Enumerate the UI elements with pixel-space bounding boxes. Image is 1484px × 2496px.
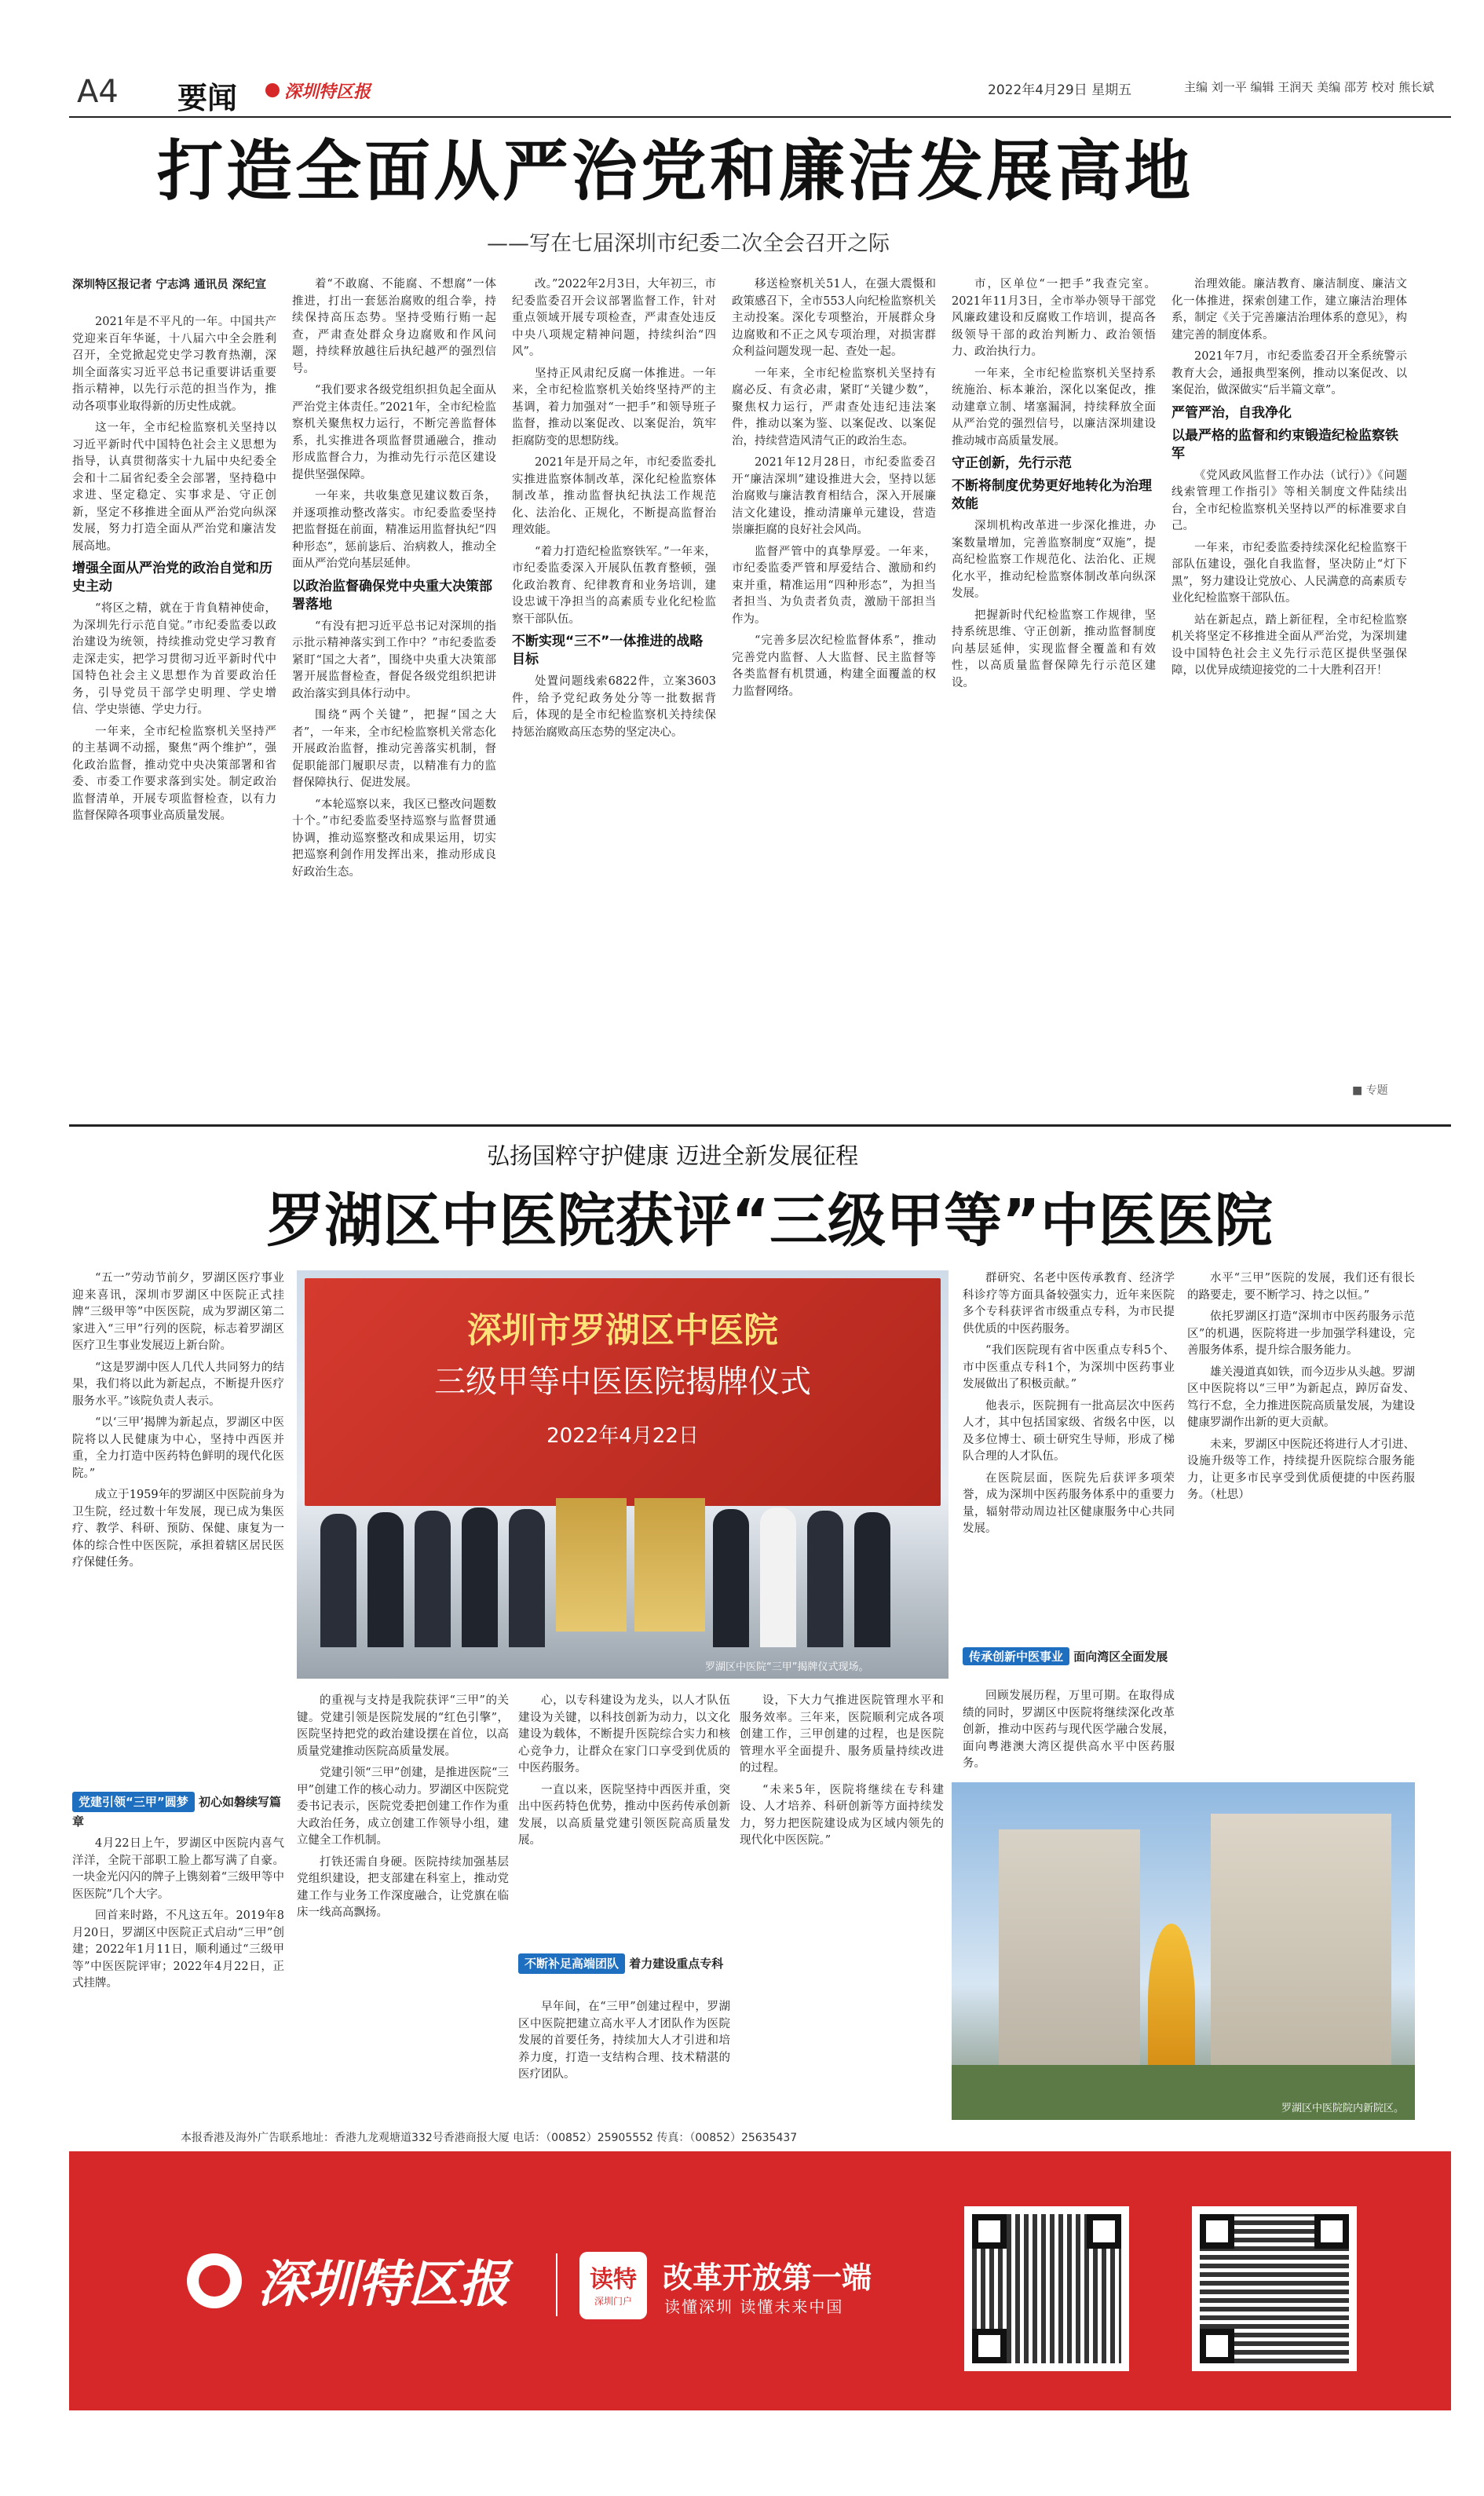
paragraph: “将区之精，就在于肯負精神使命，为深圳先行示范自觉。”市纪委监委以政治建设为统领，持续推动党史学习教育走深走实，把学习贯彻习近平新时代中国特色社会主义思想作为首要政治任务，引导党员干部学史明理、学史增信、学史崇德、学史力行。: [72, 602, 276, 716]
section-heading: 严管严治，自我净化: [1171, 404, 1292, 421]
paragraph: 深圳机构改革进一步深化推进，办案数量增加，完善监察制度“双施”，提高纪检监察工作规范化、法治化、正规化水平，推动纪检监察体制改革向纵深发展。: [952, 520, 1156, 600]
building: [1211, 1814, 1391, 2089]
photo-caption: 罗湖区中医院院内新院区。: [1281, 2103, 1405, 2114]
section-heading: 不断将制度优势更好地转化为治理效能: [952, 478, 1152, 512]
paragraph: 市，区单位“一把手”我查完室。2021年11月3日，全市举办领导干部党风廉政建设和反腐败工作培训，提高各级领导干部的政治判断力、政治领悟力、政治执行力。: [952, 278, 1156, 358]
issue-date: 2022年4月29日 星期五: [988, 82, 1132, 98]
article2-mid-lower: [297, 1693, 509, 2117]
ceremony-photo: [297, 1270, 949, 1679]
paragraph: 2021年是开局之年，市纪委监委扎实推进监察体制改革，深化纪检监察体制改革，推动监督执纪执法工作规范化、法治化、正规化，不断提高监督治理效能。: [512, 456, 716, 536]
article1-subtitle: ——写在七届深圳市纪委二次全会召开之际: [487, 232, 890, 256]
article1-byline: 深圳特区报记者 宁志鸿 通讯员 深纪宣: [72, 279, 267, 291]
section-tag-1: [72, 1792, 284, 1831]
article2-headline: 罗湖区中医院获评“三级甲等”中医医院: [266, 1187, 1273, 1255]
paragraph: “完善多层次纪检监督体系”，推动完善党内监督、人大监督、民主监督等各类监督有机贯通，构建全面覆盖的权力监督网络。: [732, 634, 936, 698]
banner-line2: 三级甲等中医医院揭牌仪式: [434, 1364, 811, 1400]
photo-caption: 罗湖区中医院“三甲”揭牌仪式现场。: [705, 1661, 869, 1673]
people-row: [320, 1490, 925, 1647]
paragraph: 治理效能。廉洁教育、廉洁制度、廉洁文化一体推进，探索创建工作，建立廉洁治理体系，制定《关于完善廉洁治理体系的意见》，构建完善的制度体系。: [1171, 278, 1407, 342]
paragraph: 一年来，共收集意见建议数百条，并逐项推动整改落实。市纪委监委坚持把监督挺在前面，精准运用监督执纪“四种形态”，惩前毖后、治病救人，推动全面从严治党向基层延伸。: [292, 490, 496, 570]
paragraph: 一直以来，医院坚持中西医并重，突出中医药特色优势，推动中医药传承创新发展，以高质量党建引领医院高质量发展。: [518, 1783, 730, 1847]
tag-label: 传承创新中医事业: [963, 1647, 1069, 1665]
paragraph: 处置问题线索6822件，立案3603件，给予党纪政务处分等一批数据背后，体现的是全市纪检监察机关持续保持惩治腐败高压态势的坚定决心。: [512, 675, 716, 739]
article1-col4: [732, 276, 936, 1119]
paragraph: 雄关漫道真如铁，而今迈步从头越。罗湖区中医院将以“三甲”为新起点，踔厉奋发、笃行不怠，全力推进医院高质量发展，为建设健康罗湖作出新的更大贡献。: [1187, 1365, 1415, 1429]
paragraph: 在医院层面，医院先后获评多项荣誉，成为深圳中医药服务体系中的重要力量，辐射带动周边社区健康服务中心共同发展。: [963, 1471, 1175, 1535]
section-tag-3: [963, 1647, 1175, 1665]
paragraph: 回首来时路，不凡这五年。2019年8月20日，罗湖区中医院正式启动“三甲”创建；2022年1月11日，顺利通过“三级甲等”中医医院评审；2022年4月22日，正式挂牌。: [72, 1909, 284, 1990]
paragraph: “我们医院现有省中医重点专科5个、市中医重点专科1个，为深圳中医药事业发展做出了积极贡献。”: [963, 1344, 1175, 1391]
section-tag-2: [518, 1953, 730, 1974]
app-badge[interactable]: [579, 2252, 647, 2319]
paragraph: 2021年12月28日，市纪委监委召开“廉洁深圳”建设推进大会，坚持以惩治腐败与廉洁教育相结合，深入开展廉洁文化建设，推动清廉单元建设，营造崇廉拒腐的良好社会风尚。: [732, 456, 936, 536]
qr-finder: [1314, 2214, 1349, 2249]
article1-col1: [72, 314, 276, 1119]
app-badge-label: 读特: [590, 2266, 637, 2293]
qr-finder: [1087, 2214, 1121, 2249]
paragraph: 水平“三甲”医院的发展，我们还有很长的路要走，要不断学习、持之以恒。”: [1187, 1272, 1415, 1302]
paragraph: 2021年7月，市纪委监委召开全系统警示教育大会，通报典型案例，推动以案促改、以案促治，做深做实“后半篇文章”。: [1171, 350, 1407, 397]
person-figure: [854, 1512, 890, 1647]
paragraph: 他表示，医院拥有一批高层次中医药人才，其中包括国家级、省级名中医，以及多位博士、硕士研究生导师，形成了梯队合理的人才队伍。: [963, 1399, 1175, 1463]
person-figure: [760, 1507, 796, 1647]
paragraph: 《党风政风监督工作办法（试行）》《问题线索管理工作指引》等相关制度文件陆续出台，全市纪检监察机关坚持以严的标准要求自己。: [1171, 469, 1407, 532]
person-figure: [713, 1509, 749, 1647]
banner-date: 2022年4月22日: [546, 1424, 699, 1448]
footer-contact: 本报香港及海外广告联系地址：香港九龙观塘道332号香港商报大厦 电话：（00852）25905552 传真：（00852）25635437: [181, 2132, 798, 2144]
paragraph: 围绕“两个关键”，把握“国之大者”，一年来，全市纪检监察机关常态化开展政治监督，推动完善落实机制，督促职能部门履职尽责，以精准有力的监督保障执行、促进发展。: [292, 709, 496, 789]
paragraph: 坚持正风肃纪反腐一体推进。一年来，全市纪检监察机关始终坚持严的主基调，着力加强对“一把手”和领导班子监督，推动以案促改、以案促治，筑牢拒腐防变的思想防线。: [512, 367, 716, 448]
person-figure: [807, 1511, 843, 1647]
person-figure: [509, 1509, 545, 1647]
paragraph: 一年来，全市纪检监察机关坚持系统施治、标本兼治，深化以案促改，推动建章立制、堵塞漏洞，持续释放全面从严治党的强烈信号，以廉洁深圳建设推动城市高质量发展。: [952, 367, 1156, 448]
article2-intro: [72, 1270, 284, 1781]
plaque: [634, 1498, 705, 1632]
paragraph: 成立于1959年的罗湖区中医院前身为卫生院，经过数十年发展，现已成为集医疗、教学、科研、预防、保健、康复为一体的综合性中医医院，承担着辖区居民医疗保健任务。: [72, 1489, 284, 1569]
ceremony-backdrop: [305, 1278, 941, 1506]
banner-slogan-sub: 读懂深圳 读懂未来中国: [664, 2297, 844, 2316]
paragraph: 改。”2022年2月3日，大年初三，市纪委监委召开会议部署监督工作，针对重点领域开展专项检查，严肃查处违反中央八项规定精神问题，持续纠治“四风”。: [512, 278, 716, 358]
article2-mid2-lower-2: [518, 1999, 730, 2117]
banner-divider: [556, 2253, 557, 2316]
masthead: [69, 69, 1451, 118]
banner-line1: 深圳市罗湖区中医院: [467, 1310, 778, 1350]
paragraph: “着力打造纪检监察铁军。”一年来，市纪委监委深入开展队伍教育整顿，强化政治教育、纪律教育和业务培训，建设忠诚干净担当的高素质专业化纪检监察干部队伍。: [512, 545, 716, 626]
paragraph: “本轮巡察以来，我区已整改问题数十个。”市纪委监委坚持巡察与监督贯通协调，推动巡察整改和成果运用，切实把巡察利剑作用发挥出来，推动形成良好政治生态。: [292, 798, 496, 879]
qr-finder: [972, 2329, 1007, 2363]
qr-finder: [1200, 2329, 1234, 2363]
paragraph: “五一”劳动节前夕，罗湖区医疗事业迎来喜讯，深圳市罗湖区中医院正式挂牌“三级甲等”中医医院，成为罗湖区第二家进入“三甲”行列的医院，标志着罗湖区医疗卫生事业发展迈上新台阶。: [72, 1272, 284, 1352]
paragraph: 着“不敢腐、不能腐、不想腐”一体推进，打出一套惩治腐败的组合拳，持续保持高压态势。坚持受贿行贿一起查，严肃查处群众身边腐败和作风问题，持续释放越往后执纪越严的强烈信号。: [292, 278, 496, 375]
page-number: A4: [77, 74, 119, 110]
paragraph: “未来5年，医院将继续在专科建设、人才培养、科研创新等方面持续发力，努力把医院建设成为区域内领先的现代化中医医院。”: [740, 1783, 944, 1847]
article1-col6: [1171, 276, 1407, 1109]
section-heading: 不断实现“三不”一体推进的战略目标: [512, 634, 704, 667]
hospital-photo: [952, 1782, 1415, 2120]
article2-left-lower: [72, 1836, 284, 2118]
person-figure: [320, 1514, 356, 1647]
app-badge-sub: 深圳门户: [594, 2296, 632, 2307]
banner-paper-name: 深圳特区报: [258, 2255, 509, 2314]
paragraph: 一年来，全市纪检监察机关坚持有腐必反、有贪必肃，紧盯“关键少数”，聚焦权力运行，严肃查处违纪违法案件，推动以案为鉴、以案促改、以案促治，持续营造风清气正的政治生态。: [732, 367, 936, 448]
section-heading: 以政治监督确保党中央重大决策部署落地: [292, 578, 492, 612]
paragraph: 群研究、名老中医传承教育、经济学科诊疗等方面具备较强实力，近年来医院多个专科获评省市级重点专科，为市民提供优质的中医药服务。: [963, 1272, 1175, 1336]
bottom-banner: [69, 2151, 1451, 2410]
logo-inner-icon: [199, 2265, 230, 2297]
paragraph: 打铁还需自身硬。医院持续加强基层党组织建设，把支部建在科室上，推动党建工作与业务工作深度融合，让党旗在临床一线高高飘扬。: [297, 1855, 509, 1919]
end-mark: ■ 专题: [1352, 1084, 1388, 1097]
paragraph: 早年间，在“三甲”创建过程中，罗湖区中医院把建立高水平人才团队作为医院发展的首要任务，持续加大人才引进和培养力度，打造一支结构合理、技术精湛的医疗团队。: [518, 2001, 730, 2081]
article1-headline: 打造全面从严治党和廉洁发展高地: [157, 133, 1194, 210]
paragraph: 一年来，市纪委监委持续深化纪检监察干部队伍建设，强化自我监督，坚决防止“灯下黑”，努力建设让党放心、人民满意的高素质专业化纪检监察干部队伍。: [1171, 541, 1407, 605]
divider: [69, 1124, 1451, 1127]
paragraph: 的重视与支持是我院获评“三甲”的关键。党建引领是医院发展的“红色引擎”，医院坚持把党的政治建设摆在首位，以高质量党建推动医院高质量发展。: [297, 1694, 509, 1758]
paper-name-small: 深圳特区报: [284, 82, 371, 102]
editor-staff: 主编 刘一平 编辑 王润天 美编 邵芳 校对 熊长斌: [1184, 80, 1435, 94]
article2-right-top-2: [963, 1688, 1175, 1778]
qr-code-1[interactable]: [964, 2206, 1129, 2371]
paragraph: “有没有把习近平总书记对深圳的指示批示精神落实到工作中？”市纪委监委紧盯“国之大者”，围绕中央重大决策部署开展监督检查，督促各级党组织把讲政治落实到具体行动中。: [292, 619, 496, 700]
paragraph: 站在新起点，踏上新征程，全市纪检监察机关将坚定不移推进全面从严治党，为深圳建设中国特色社会主义先行示范区提供坚强保障，以优异成绩迎接党的二十大胜利召开！: [1171, 613, 1407, 677]
paragraph: 党建引领“三甲”创建，是推进医院“三甲”创建工作的核心动力。罗湖区中医院党委书记表示，医院党委把创建工作作为重大政治任务，成立创建工作领导小组，建立健全工作机制。: [297, 1767, 509, 1847]
article1-col5: [952, 276, 1156, 1119]
paragraph: “我们要求各级党组织担负起全面从严治党主体责任。”2021年，全市纪检监察机关聚焦权力运行，不断完善监督体系，扎实推进各项监督贯通融合，推动形成监督合力，为推动先行示范区建设提供坚强保障。: [292, 384, 496, 481]
tag-label: 党建引领“三甲”圆梦: [72, 1792, 195, 1812]
paragraph: 把握新时代纪检监察工作规律，坚持系统思维、守正创新，推动监督制度向基层延伸，实现监督全覆盖和有效性，以高质量监督保障先行示范区建设。: [952, 608, 1156, 689]
tag-tail: 面向湾区全面发展: [1073, 1650, 1168, 1664]
paragraph: 设，下大力气推进医院管理水平和服务效率。三年来，医院顺利完成各项创建工作，三甲创建的过程，也是医院管理水平全面提升、服务质量持续改进的过程。: [740, 1694, 944, 1774]
article1-col2: [292, 276, 496, 1119]
qr-finder: [972, 2214, 1007, 2249]
section-heading: 增强全面从严治党的政治自觉和历史主动: [72, 561, 272, 594]
building: [999, 1829, 1140, 2089]
paragraph: 回顾发展历程，万里可期。在取得成绩的同时，罗湖区中医院将继续深化改革创新，推动中医药与现代医学融合发展，面向粤港澳大湾区提供高水平中医药服务。: [963, 1690, 1175, 1770]
paragraph: 4月22日上午，罗湖区中医院内喜气洋洋，全院干部职工脸上都写满了自豪。一块金光闪闪的牌子上镌刻着“三级甲等中医医院”几个大字。: [72, 1837, 284, 1901]
paragraph: 2021年是不平凡的一年。中国共产党迎来百年华诞，十八届六中全会胜利召开，全党掀起党史学习教育热潮，深圳全面落实习近平总书记重要讲话重要指示精神，以先行示范的担当作为，推动各项事业取得新的历史性成就。: [72, 316, 276, 413]
article2-right-lower: [740, 1693, 944, 1847]
tag-label: 不断补足高端团队: [518, 1953, 625, 1974]
paragraph: 未来，罗湖区中医院还将进行人才引进、设施升级等工作，持续提升医院综合服务能力，让更多市民享受到优质便捷的中医药服务。（杜思）: [1187, 1438, 1415, 1501]
paragraph: 移送检察机关51人，在强大震慑和政策感召下，全市553人向纪检监察机关主动投案。深化专项整治，开展群众身边腐败和不正之风专项治理，对损害群众利益问题发现一起、查处一起。: [732, 278, 936, 358]
article1-col3: [512, 276, 716, 1119]
sculpture: [1148, 1924, 1195, 2081]
paragraph: 监督严管中的真挚厚爱。一年来，市纪委监委严管和厚爱结合、激励和约束并重，精准运用“四种形态”，为担当者担当、为负责者负责，激励干部担当作为。: [732, 545, 936, 626]
end-mark-label: 专题: [1365, 1084, 1388, 1097]
section-heading: 以最严格的监督和约束锻造纪检监察铁军: [1171, 427, 1398, 462]
person-figure: [462, 1507, 498, 1647]
logo-circle-icon: [187, 2253, 242, 2308]
tag-tail: 初心如磐续写篇章: [72, 1795, 281, 1829]
article2-mid2-lower: [518, 1693, 730, 1944]
section-heading: 守正创新，先行示范: [952, 455, 1072, 471]
article2-kicker: 弘扬国粹守护健康 迈进全新发展征程: [487, 1142, 859, 1169]
paragraph: 依托罗湖区打造“深圳市中医药服务示范区”的机遇，医院将进一步加强学科建设，完善服务体系，提升综合服务能力。: [1187, 1310, 1415, 1357]
logo-icon: [265, 83, 280, 97]
banner-slogan: 改革开放第一端: [663, 2260, 872, 2295]
plaque: [556, 1498, 627, 1632]
article2-right-top: [963, 1270, 1175, 1639]
paragraph: “这是罗湖中医人几代人共同努力的结果，我们将以此为新起点，不断提升医疗服务水平。”该院负责人表示。: [72, 1361, 284, 1408]
paragraph: 这一年，全市纪检监察机关坚持以习近平新时代中国特色社会主义思想为指导，认真贯彻落实十九届中央纪委全会和十二届省纪委全会部署，坚持稳中求进、坚定稳定、实事求是、守正创新，坚定不移推进全面从严治党向纵深发展，努力打造全面从严治党和廉洁发展高地。: [72, 422, 276, 553]
paragraph: “以‘三甲’揭牌为新起点，罗湖区中医院将以人民健康为中心，坚持中西医并重，全力打造中医药特色鲜明的现代化医院。”: [72, 1416, 284, 1480]
article2-far-right: [1187, 1270, 1415, 1710]
person-figure: [367, 1512, 404, 1647]
tag-tail: 着力建设重点专科: [629, 1957, 724, 1971]
qr-code-2[interactable]: [1192, 2206, 1357, 2371]
qr-finder: [1200, 2214, 1234, 2249]
paragraph: 一年来，全市纪检监察机关坚持严的主基调不动摇，聚焦“两个维护”，强化政治监督，推动党中央决策部署和省委、市委工作要求落到实处。制定政治监督清单，开展专项监督检查，以有力监督保障各项事业高质量发展。: [72, 725, 276, 822]
section-name: 要闻: [177, 81, 238, 115]
person-figure: [415, 1511, 451, 1647]
paragraph: 心，以专科建设为龙头，以人才队伍建设为关键，以科技创新为动力，以文化建设为载体，不断提升医院综合实力和核心竞争力，让群众在家门口享受到优质的中医药服务。: [518, 1694, 730, 1774]
